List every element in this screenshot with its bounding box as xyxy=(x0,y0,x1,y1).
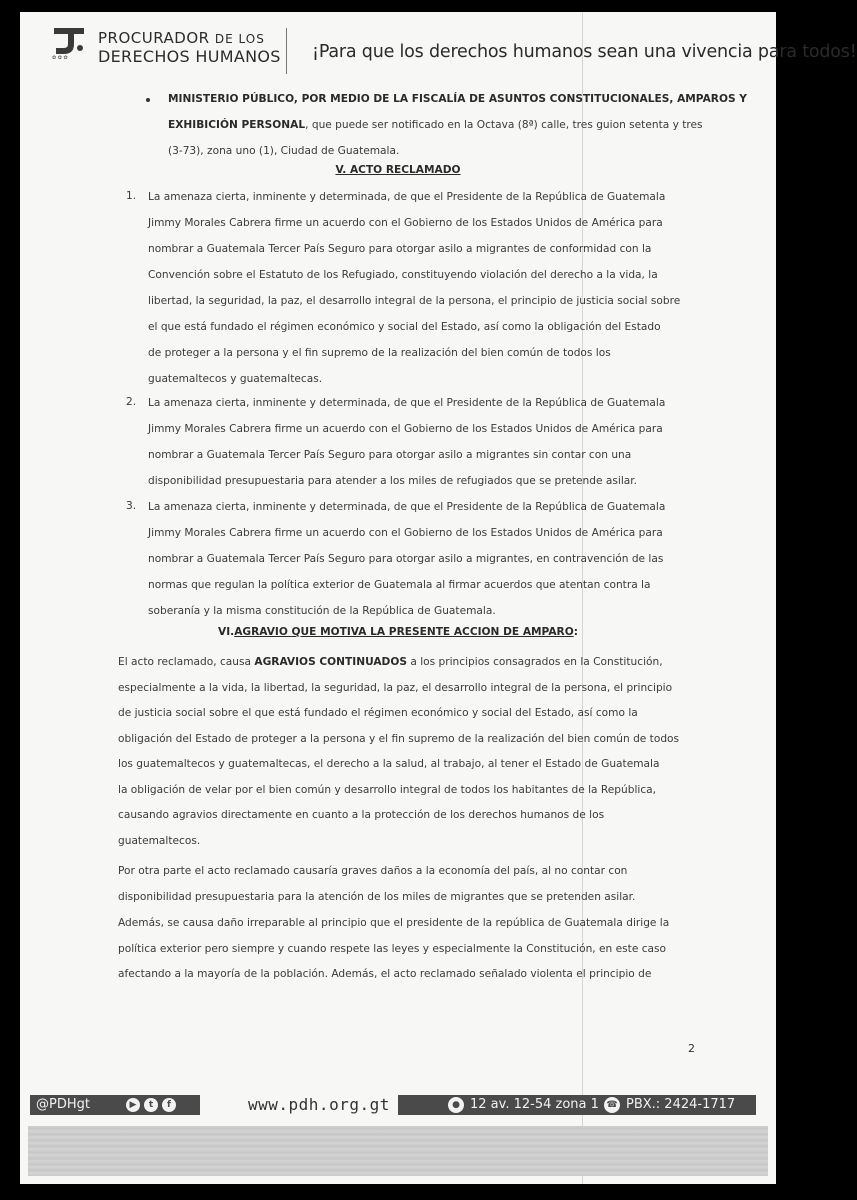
text-line: Jimmy Morales Cabrera firme un acuerdo con el Gobierno de los Estados Unidos de América para xyxy=(148,423,663,435)
scan-strip xyxy=(28,1126,768,1176)
page-number: 2 xyxy=(688,1042,695,1055)
item-number: 1. xyxy=(126,190,137,202)
youtube-icon[interactable]: ▶ xyxy=(126,1098,140,1112)
item-number: 3. xyxy=(126,500,137,512)
agravio-paragraph-3 xyxy=(118,911,669,988)
pdh-logo-icon xyxy=(50,24,90,60)
org-name-line2: DERECHOS HUMANOS xyxy=(98,47,281,66)
website-link[interactable]: www.pdh.org.gt xyxy=(248,1095,390,1114)
item-number: 2. xyxy=(126,396,137,408)
org-name-line1: PROCURADOR xyxy=(98,29,210,47)
facebook-icon[interactable]: f xyxy=(162,1098,176,1112)
text-line: especialmente a la vida, la libertad, la seguridad, la paz, el desarrollo integral de la persona, el principio xyxy=(118,681,673,694)
text-line: La amenaza cierta, inminente y determinada, de que el Presidente de la República de Guatemala xyxy=(148,501,666,513)
acto-item-2 xyxy=(148,390,665,494)
text-line: nombrar a Guatemala Tercer País Seguro para otorgar asilo a migrantes de conformidad con la xyxy=(148,243,652,255)
agravio-paragraph-1 xyxy=(118,650,679,854)
text-line: guatemaltecos y guatemaltecas. xyxy=(148,373,323,385)
text-line: los guatemaltecos y guatemaltecas, el derecho a la salud, al trabajo, al tener el Estado de Guatemala xyxy=(118,758,660,770)
twitter-icon[interactable]: t xyxy=(144,1098,158,1112)
text-line: normas que regulan la política exterior de Guatemala al firmar acuerdos que atentan contra la xyxy=(148,579,651,591)
phone-text: PBX.: 2424-1717 xyxy=(626,1097,736,1112)
bullet-line: EXHIBICIÓN PERSONAL, que puede ser notificado en la Octava (8ª) calle, tres guion setenta y tres xyxy=(168,119,703,131)
text-line: el que está fundado el régimen económico y social del Estado, así como la obligación del Estado xyxy=(148,321,661,333)
bullet-ministerio xyxy=(168,86,747,164)
footer-social-bar xyxy=(30,1095,200,1115)
text-line: nombrar a Guatemala Tercer País Seguro para otorgar asilo a migrantes, en contravención de las xyxy=(148,553,664,565)
text-line: Por otra parte el acto reclamado causaría graves daños a la economía del país, al no contar con xyxy=(118,865,628,877)
text-line: El acto reclamado, causa AGRAVIOS CONTINUADOS a los principios consagrados en la Constitución, xyxy=(118,656,663,668)
text-line: disponibilidad presupuestaria para atender a los miles de refugiados que se pretende asilar. xyxy=(148,475,638,487)
section-heading-vi: VI.AGRAVIO QUE MOTIVA LA PRESENTE ACCION DE AMPARO: xyxy=(218,626,578,638)
location-pin-icon: ● xyxy=(448,1097,464,1113)
text-line: libertad, la seguridad, la paz, el desarrollo integral de la persona, el principio de justicia social sobre xyxy=(148,295,681,307)
text-line: de proteger a la persona y el fin supremo de la realización del bien común de todos los xyxy=(148,347,611,359)
text-line: política exterior pero siempre y cuando respete las leyes y especialmente la Constitución, en este caso xyxy=(118,942,667,955)
acto-item-3 xyxy=(148,494,665,624)
text-line: La amenaza cierta, inminente y determinada, de que el Presidente de la República de Guatemala xyxy=(148,397,666,409)
text-line: causando agravios directamente en cuanto a la protección de los derechos humanos de los xyxy=(118,809,605,821)
phone-icon: ☎ xyxy=(604,1097,620,1113)
text-line: disponibilidad presupuestaria para la atención de los miles de migrantes que se pretenden asilar. xyxy=(118,890,636,903)
text-line: Convención sobre el Estatuto de los Refugiado, constituyendo violación del derecho a la vida, la xyxy=(148,269,658,281)
document-page xyxy=(20,12,857,1184)
bullet-line: MINISTERIO PÚBLICO, POR MEDIO DE LA FISCALÍA DE ASUNTOS CONSTITUCIONALES, AMPAROS Y xyxy=(168,93,747,105)
text-line: guatemaltecos. xyxy=(118,834,201,847)
text-line: nombrar a Guatemala Tercer País Seguro para otorgar asilo a migrantes sin contar con una xyxy=(148,449,632,461)
text-line: afectando a la mayoría de la población. Además, el acto reclamado señalado violenta el principio de xyxy=(118,968,652,980)
text-line: soberanía y la misma constitución de la República de Guatemala. xyxy=(148,605,496,617)
acto-item-1 xyxy=(148,184,680,392)
text-line: Además, se causa daño irreparable al principio que el presidente de la república de Guatemala dirige la xyxy=(118,917,670,929)
svg-text:✿ ✿ ✿: ✿ ✿ ✿ xyxy=(52,55,68,61)
bullet-dot xyxy=(146,98,150,102)
text-line: de justicia social sobre el que está fundado el régimen económico y social del Estado, así como la xyxy=(118,707,638,719)
text-line: Jimmy Morales Cabrera firme un acuerdo con el Gobierno de los Estados Unidos de América para xyxy=(148,217,663,229)
header-divider xyxy=(286,28,287,74)
footer-contact-bar xyxy=(398,1095,756,1115)
agravio-paragraph-2 xyxy=(118,859,635,910)
text-line: la obligación de velar por el bien común y desarrollo integral de todos los habitantes de la República, xyxy=(118,783,657,796)
footer-bar xyxy=(30,1095,756,1115)
header-slogan: ¡Para que los derechos humanos sean una vivencia para todos! xyxy=(312,42,857,62)
org-name xyxy=(98,30,281,65)
text-line: La amenaza cierta, inminente y determinada, de que el Presidente de la República de Guatemala xyxy=(148,191,666,203)
section-heading-v: V. ACTO RECLAMADO xyxy=(335,164,461,176)
text-line: Jimmy Morales Cabrera firme un acuerdo con el Gobierno de los Estados Unidos de América para xyxy=(148,527,663,539)
bullet-line: (3-73), zona uno (1), Ciudad de Guatemala. xyxy=(168,145,400,157)
org-name-line1-small: DE LOS xyxy=(214,32,265,46)
text-line: obligación del Estado de proteger a la persona y el fin supremo de la realización del bien común de todos xyxy=(118,732,680,745)
address-text: 12 av. 12-54 zona 1 xyxy=(470,1097,599,1112)
social-handle: @PDHgt xyxy=(36,1097,90,1112)
